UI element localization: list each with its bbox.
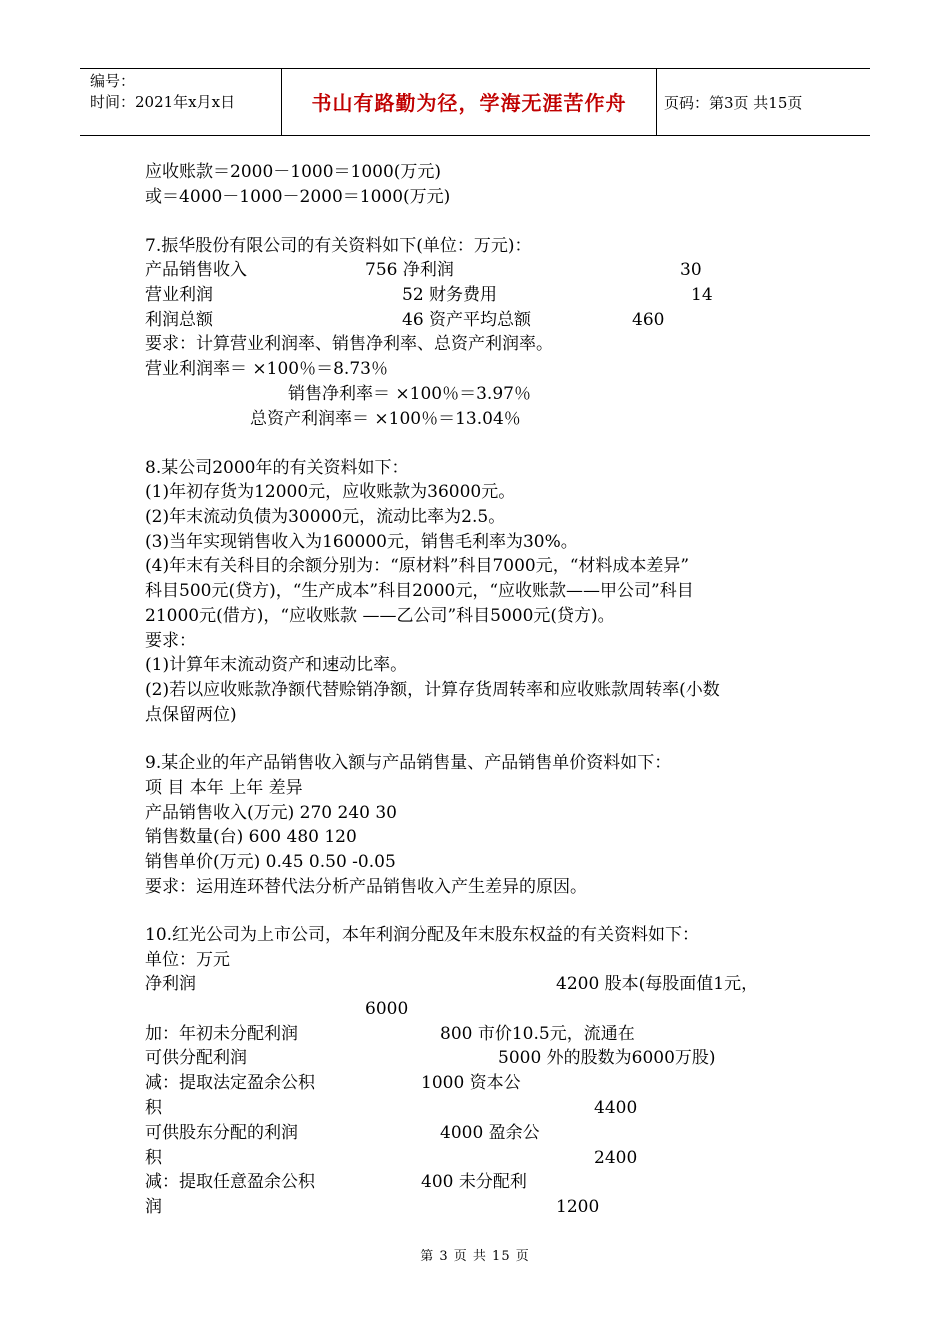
header-meta xyxy=(90,71,235,113)
text-line: 21000元(借方)，“应收账款 ——乙公司”科目5000元(贷方)。 xyxy=(145,606,615,626)
text-line: (1)计算年末流动资产和速动比率。 xyxy=(145,655,408,675)
text-line: 1000 资本公 xyxy=(421,1073,521,1093)
text-line: 加：年初未分配利润 xyxy=(145,1024,298,1044)
header-page-number: 页码：第3页 共15页 xyxy=(664,94,803,112)
text-line: 销售单价(万元) 0.45 0.50 -0.05 xyxy=(145,852,396,872)
text-line: 要求： xyxy=(145,631,196,651)
text-line: 52 财务费用 xyxy=(402,285,498,305)
text-line: (3)当年实现销售收入为160000元，销售毛利率为30%。 xyxy=(145,532,578,552)
text-line: 科目500元(贷方)，“生产成本”科目2000元，“应收账款——甲公司”科目 xyxy=(145,581,694,601)
text-line: 项 目 本年 上年 差异 xyxy=(145,778,303,798)
question-8-heading: 8.某公司2000年的有关资料如下： xyxy=(145,458,409,478)
text-line: 总资产利润率＝ ×100％＝13.04％ xyxy=(250,409,521,429)
text-line: 润 xyxy=(145,1197,162,1217)
text-line: 减：提取任意盈余公积 xyxy=(145,1172,315,1192)
text-line: 或＝4000－1000－2000＝1000(万元) xyxy=(145,187,451,207)
text-line: 利润总额 xyxy=(145,310,213,330)
text-line: 营业利润率＝ ×100％＝8.73％ xyxy=(145,359,388,379)
header-divider xyxy=(656,69,657,135)
text-line: 销售净利率＝ ×100％＝3.97％ xyxy=(288,384,531,404)
question-7-heading: 7.振华股份有限公司的有关资料如下(单位：万元)： xyxy=(145,236,532,256)
text-line: 460 xyxy=(632,310,665,330)
text-line: 净利润 xyxy=(145,974,196,994)
text-line: 要求：计算营业利润率、销售净利率、总资产利润率。 xyxy=(145,334,553,354)
text-line: (2)年末流动负债为30000元，流动比率为2.5。 xyxy=(145,507,506,527)
text-line: 积 xyxy=(145,1098,162,1118)
text-line: 要求：运用连环替代法分析产品销售收入产生差异的原因。 xyxy=(145,877,587,897)
text-line: 4000 盈余公 xyxy=(440,1123,540,1143)
header-date: 时间：2021年x月x日 xyxy=(90,93,236,111)
text-line: 400 未分配利 xyxy=(421,1172,527,1192)
text-line: 可供股东分配的利润 xyxy=(145,1123,298,1143)
text-line: 积 xyxy=(145,1148,162,1168)
text-line: 2400 xyxy=(594,1148,638,1168)
text-line: 产品销售收入 xyxy=(145,260,247,280)
text-line: (1)年初存货为12000元，应收账款为36000元。 xyxy=(145,482,516,502)
text-line: 1200 xyxy=(556,1197,600,1217)
text-line: 4400 xyxy=(594,1098,638,1118)
text-line: 可供分配利润 xyxy=(145,1048,247,1068)
text-line: 单位：万元 xyxy=(145,950,230,970)
text-line: 应收账款＝2000－1000＝1000(万元) xyxy=(145,162,442,182)
text-line: 产品销售收入(万元) 270 240 30 xyxy=(145,803,398,823)
header-number: 编号： xyxy=(90,72,136,90)
text-line: 营业利润 xyxy=(145,285,213,305)
header-motto: 书山有路勤为径，学海无涯苦作舟 xyxy=(311,91,627,115)
text-line: 800 市价10.5元，流通在 xyxy=(440,1024,635,1044)
text-line: 5000 外的股数为6000万股) xyxy=(498,1048,716,1068)
page-header xyxy=(80,68,870,136)
text-line: (2)若以应收账款净额代替赊销净额，计算存货周转率和应收账款周转率(小数 xyxy=(145,680,720,700)
text-line: 销售数量(台) 600 480 120 xyxy=(145,827,357,847)
text-line: 14 xyxy=(691,285,713,305)
text-line: 点保留两位) xyxy=(145,705,237,725)
text-line: 756 净利润 xyxy=(365,260,454,280)
text-line: 6000 xyxy=(365,999,409,1019)
question-9-heading: 9.某企业的年产品销售收入额与产品销售量、产品销售单价资料如下： xyxy=(145,753,672,773)
text-line: 46 资产平均总额 xyxy=(402,310,532,330)
page-footer: 第 3 页 共 15 页 xyxy=(420,1249,530,1264)
text-line: (4)年末有关科目的余额分别为：“原材料”科目7000元，“材料成本差异” xyxy=(145,556,690,576)
text-line: 30 xyxy=(680,260,702,280)
text-line: 减：提取法定盈余公积 xyxy=(145,1073,315,1093)
question-10-heading: 10.红光公司为上市公司，本年利润分配及年末股东权益的有关资料如下： xyxy=(145,925,700,945)
text-line: 4200 股本(每股面值1元， xyxy=(556,974,759,994)
